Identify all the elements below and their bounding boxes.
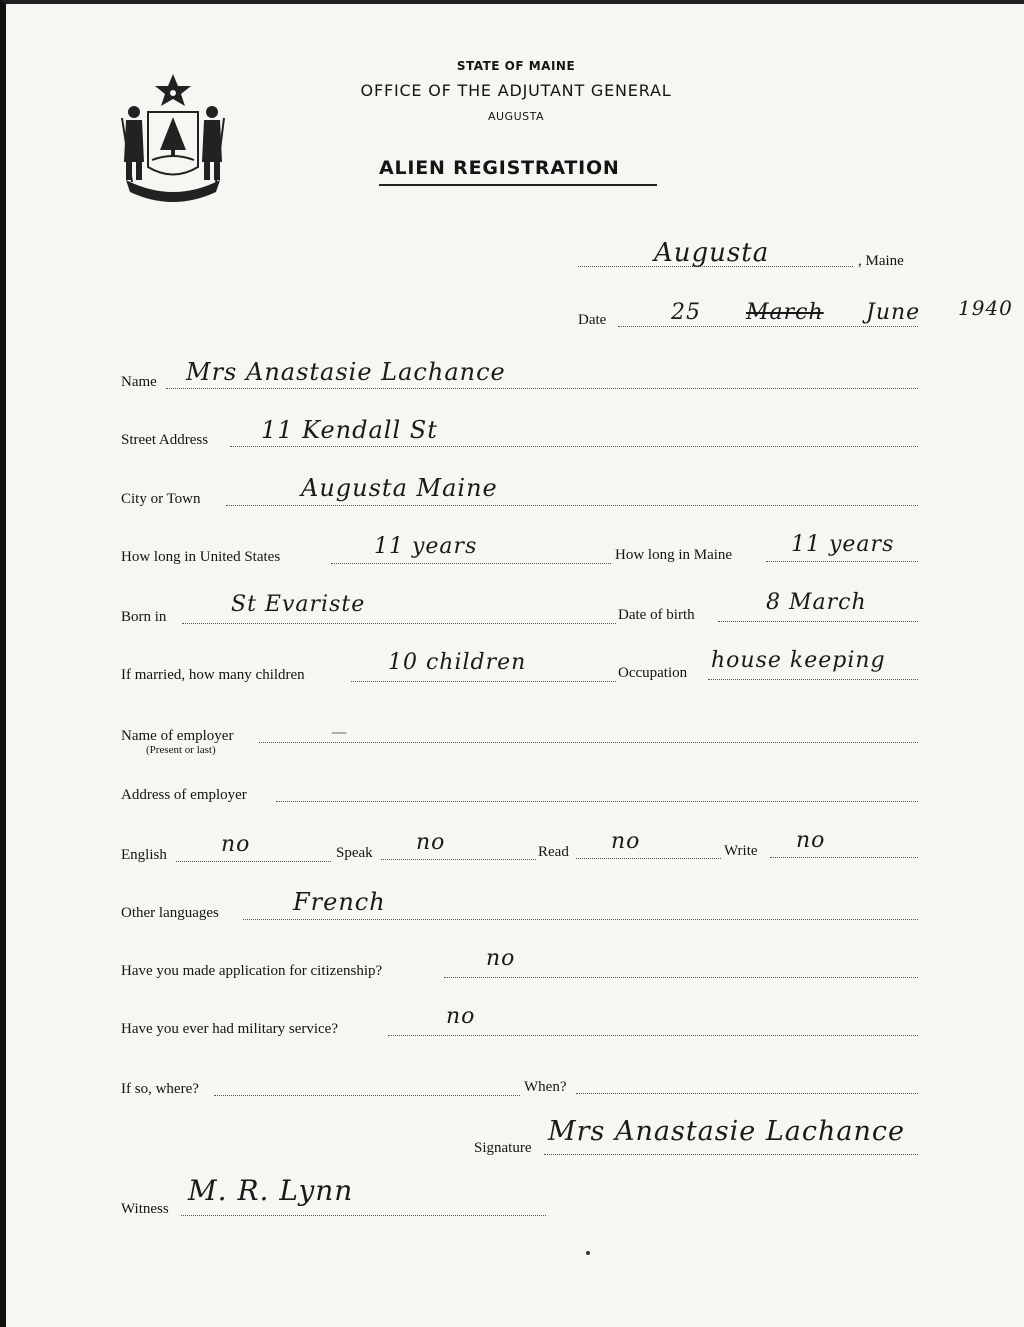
years-maine-line: [766, 561, 918, 562]
military-label: Have you ever had military service?: [121, 1021, 338, 1037]
ink-dot: [586, 1251, 590, 1255]
born-in-label: Born in: [121, 609, 167, 625]
children-line: [351, 681, 616, 682]
occupation-value: house keeping: [711, 648, 886, 673]
witness-line: [181, 1215, 546, 1216]
date-of-birth-line: [718, 621, 918, 622]
speak-label: Speak: [336, 845, 373, 861]
write-line: [770, 857, 918, 858]
city-label: City or Town: [121, 491, 201, 507]
years-maine-label: How long in Maine: [615, 547, 733, 563]
english-line: [176, 861, 331, 862]
speak-line: [381, 859, 536, 860]
employer-line: [259, 742, 918, 743]
employer-address-label: Address of employer: [121, 787, 247, 803]
occupation-line: [708, 679, 918, 680]
witness-label: Witness: [121, 1201, 169, 1217]
children-value: 10 children: [388, 650, 527, 675]
seal-banner-text: MAINE: [156, 182, 199, 192]
other-languages-label: Other languages: [121, 905, 219, 921]
born-in-line: [182, 623, 616, 624]
military-value: no: [446, 1004, 476, 1029]
write-value: no: [796, 828, 826, 853]
title-underline: [379, 184, 657, 186]
children-label: If married, how many children: [121, 667, 305, 683]
citizenship-label: Have you made application for citizenship?: [121, 963, 383, 979]
date-label: Date: [578, 312, 607, 328]
street-value: 11 Kendall St: [261, 416, 438, 444]
witness-value: M. R. Lynn: [188, 1174, 354, 1207]
city-line: [226, 505, 918, 506]
name-line: [166, 388, 918, 389]
date-line: [618, 326, 918, 327]
years-us-label: How long in United States: [121, 549, 281, 565]
read-value: no: [611, 829, 641, 854]
other-languages-value: French: [293, 888, 386, 916]
years-us-value: 11 years: [374, 534, 478, 559]
citizenship-line: [444, 977, 918, 978]
signature-line: [544, 1154, 918, 1155]
employer-label: Name of employer: [121, 728, 234, 744]
street-label: Street Address: [121, 432, 209, 448]
maine-label: , Maine: [858, 253, 904, 269]
street-line: [230, 446, 918, 447]
born-in-value: St Evariste: [231, 592, 366, 617]
name-label: Name: [121, 374, 157, 390]
read-line: [576, 858, 721, 859]
occupation-label: Occupation: [618, 665, 688, 681]
years-maine-value: 11 years: [791, 532, 895, 557]
place-value: Augusta: [654, 238, 770, 268]
employer-value: —: [331, 722, 348, 741]
header-city: AUGUSTA: [487, 110, 545, 123]
date-month: June: [866, 300, 921, 325]
employer-note: (Present or last): [146, 744, 216, 756]
header-office: OFFICE OF THE ADJUTANT GENERAL: [360, 81, 672, 100]
citizenship-value: no: [486, 946, 516, 971]
when-line: [576, 1093, 918, 1094]
speak-value: no: [416, 830, 446, 855]
date-struck-month: March: [746, 300, 824, 325]
english-value: no: [221, 832, 251, 857]
name-value: Mrs Anastasie Lachance: [186, 358, 506, 386]
where-label: If so, where?: [121, 1081, 199, 1097]
write-label: Write: [724, 843, 758, 859]
date-of-birth-label: Date of birth: [618, 607, 695, 623]
other-languages-line: [243, 919, 918, 920]
military-line: [388, 1035, 918, 1036]
where-line: [214, 1095, 520, 1096]
signature-label: Signature: [474, 1140, 532, 1156]
date-day: 25: [671, 300, 701, 325]
read-label: Read: [538, 844, 569, 860]
signature-value: Mrs Anastasie Lachance: [548, 1116, 905, 1147]
city-value: Augusta Maine: [301, 474, 498, 502]
employer-address-line: [276, 801, 918, 802]
date-of-birth-value: 8 March: [766, 590, 867, 615]
when-label: When?: [524, 1079, 567, 1095]
date-year: 1940: [958, 296, 1013, 320]
english-label: English: [121, 847, 167, 863]
form-title: ALIEN REGISTRATION: [379, 157, 620, 179]
years-us-line: [331, 563, 611, 564]
header-state: STATE OF MAINE: [456, 59, 576, 73]
